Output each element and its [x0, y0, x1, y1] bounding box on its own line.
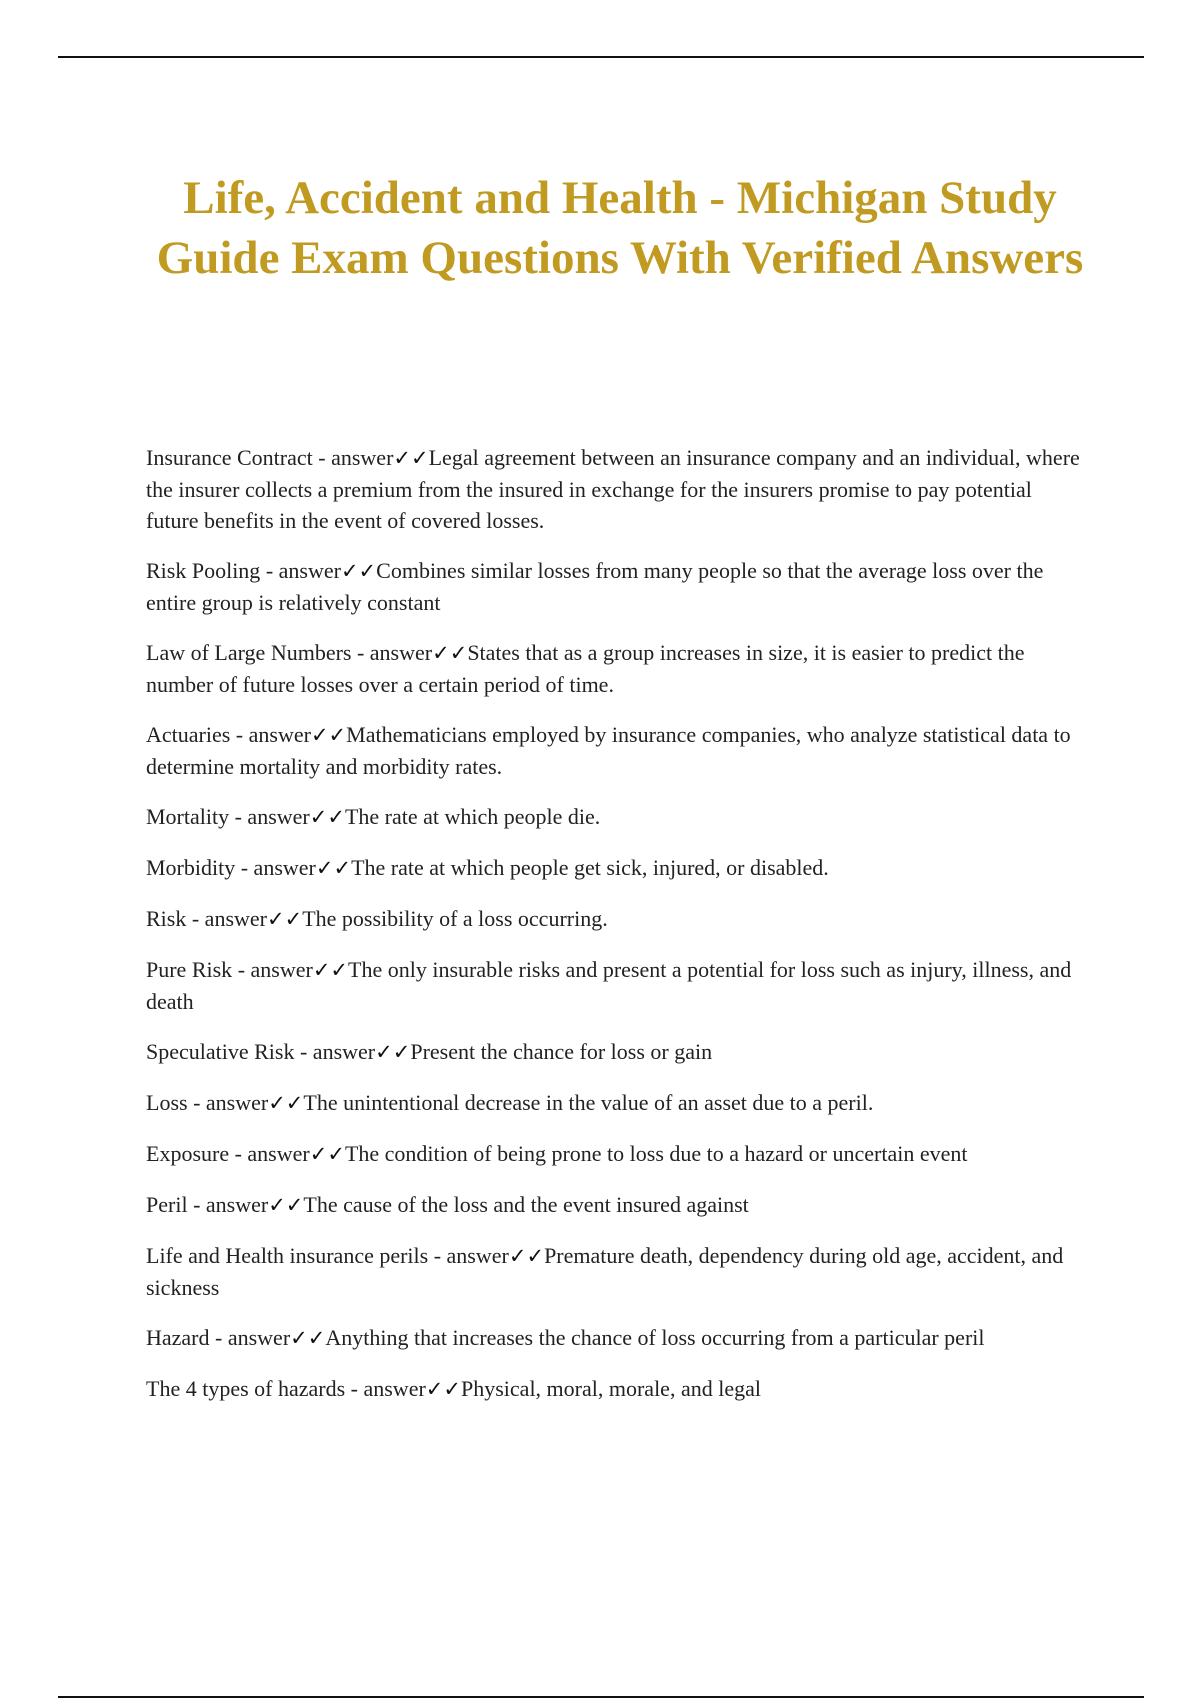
answer-separator: - answer [187, 1192, 269, 1217]
answer-text: The unintentional decrease in the value of an asset due to a peril. [303, 1090, 874, 1115]
answer-text: The rate at which people get sick, injured, or disabled. [351, 855, 829, 880]
answer-text: Combines similar losses from many people so that the average loss over the entire group is relatively constant [146, 558, 1044, 615]
answer-text: The condition of being prone to loss due to a hazard or uncertain event [344, 1141, 968, 1166]
list-item [146, 555, 1086, 618]
answer-text: Anything that increases the chance of loss occurring from a particular peril [325, 1325, 985, 1350]
term: Risk Pooling [146, 558, 261, 583]
answer-text: Present the chance for loss or gain [410, 1039, 713, 1064]
list-item [146, 1138, 1086, 1170]
answer-text: Physical, moral, morale, and legal [461, 1376, 761, 1401]
document-title: Life, Accident and Health - Michigan Study Guide Exam Questions With Verified Answers [156, 172, 1084, 284]
term: Peril [146, 1192, 188, 1217]
answer-text: The only insurable risks and present a potential for loss such as injury, illness, and death [146, 957, 1072, 1014]
answer-separator: - answer [260, 558, 341, 583]
answer-separator: - answer [345, 1376, 426, 1401]
term: Exposure [146, 1141, 230, 1166]
check-mark-icon: ✓✓ [315, 856, 352, 880]
list-item [146, 903, 1086, 935]
answer-separator: - answer [186, 906, 267, 931]
answer-text: The cause of the loss and the event insured against [303, 1192, 749, 1217]
answer-separator: - answer [229, 1141, 310, 1166]
check-mark-icon: ✓✓ [309, 805, 345, 829]
answer-separator: - answer [428, 1243, 509, 1268]
check-mark-icon: ✓✓ [290, 1326, 326, 1350]
term: Risk [146, 906, 187, 931]
term: Loss [146, 1090, 188, 1115]
check-mark-icon: ✓✓ [267, 907, 303, 931]
term: Law of Large Numbers [146, 640, 352, 665]
list-item [146, 442, 1086, 536]
term: Actuaries [146, 722, 231, 747]
answer-separator: - answer [312, 445, 394, 470]
answer-text: States that as a group increases in size, it is easier to predict the number of future losses over a certain period of time. [146, 640, 1025, 697]
check-mark-icon: ✓✓ [393, 446, 429, 470]
answer-separator: - answer [351, 640, 433, 665]
term: Insurance Contract [146, 445, 313, 470]
top-divider [58, 56, 1144, 58]
term: Hazard [146, 1325, 210, 1350]
answer-separator: - answer [209, 1325, 291, 1350]
term: Morbidity [146, 855, 236, 880]
answer-separator: - answer [187, 1090, 269, 1115]
check-mark-icon: ✓✓ [425, 1377, 461, 1401]
check-mark-icon: ✓✓ [310, 723, 347, 747]
check-mark-icon: ✓✓ [268, 1193, 304, 1217]
list-item [146, 719, 1086, 782]
check-mark-icon: ✓✓ [312, 958, 349, 982]
answer-text: The rate at which people die. [344, 804, 601, 829]
check-mark-icon: ✓✓ [432, 641, 468, 665]
term: Pure Risk [146, 957, 233, 982]
answer-separator: - answer [229, 804, 310, 829]
answer-separator: - answer [232, 957, 313, 982]
term: The 4 types of hazards [146, 1376, 346, 1401]
list-item [146, 801, 1086, 833]
answer-separator: - answer [235, 855, 316, 880]
list-item [146, 637, 1086, 700]
list-item [146, 1087, 1086, 1119]
check-mark-icon: ✓✓ [375, 1040, 411, 1064]
check-mark-icon: ✓✓ [268, 1091, 304, 1115]
list-item [146, 1189, 1086, 1221]
qa-list [146, 442, 1086, 1424]
term: Speculative Risk [146, 1039, 295, 1064]
answer-text: Legal agreement between an insurance company and an individual, where the insurer collects a premium from the insured in exchange for the insurers promise to pay potential future benefits in the event of covered losses. [146, 445, 1080, 533]
check-mark-icon: ✓✓ [508, 1244, 545, 1268]
answer-text: The possibility of a loss occurring. [302, 906, 608, 931]
answer-text: Mathematicians employed by insurance companies, who analyze statistical data to determine mortality and morbidity rates. [146, 722, 1071, 779]
list-item [146, 1036, 1086, 1068]
term: Mortality [146, 804, 230, 829]
list-item [146, 954, 1086, 1017]
list-item [146, 1322, 1086, 1354]
bottom-divider [58, 1696, 1144, 1698]
check-mark-icon: ✓✓ [309, 1142, 345, 1166]
answer-separator: - answer [230, 722, 311, 747]
answer-text: Premature death, dependency during old age, accident, and sickness [146, 1243, 1064, 1300]
term: Life and Health insurance perils [146, 1243, 429, 1268]
list-item [146, 1240, 1086, 1303]
check-mark-icon: ✓✓ [340, 559, 377, 583]
answer-separator: - answer [294, 1039, 376, 1064]
list-item [146, 852, 1086, 884]
list-item [146, 1373, 1086, 1405]
